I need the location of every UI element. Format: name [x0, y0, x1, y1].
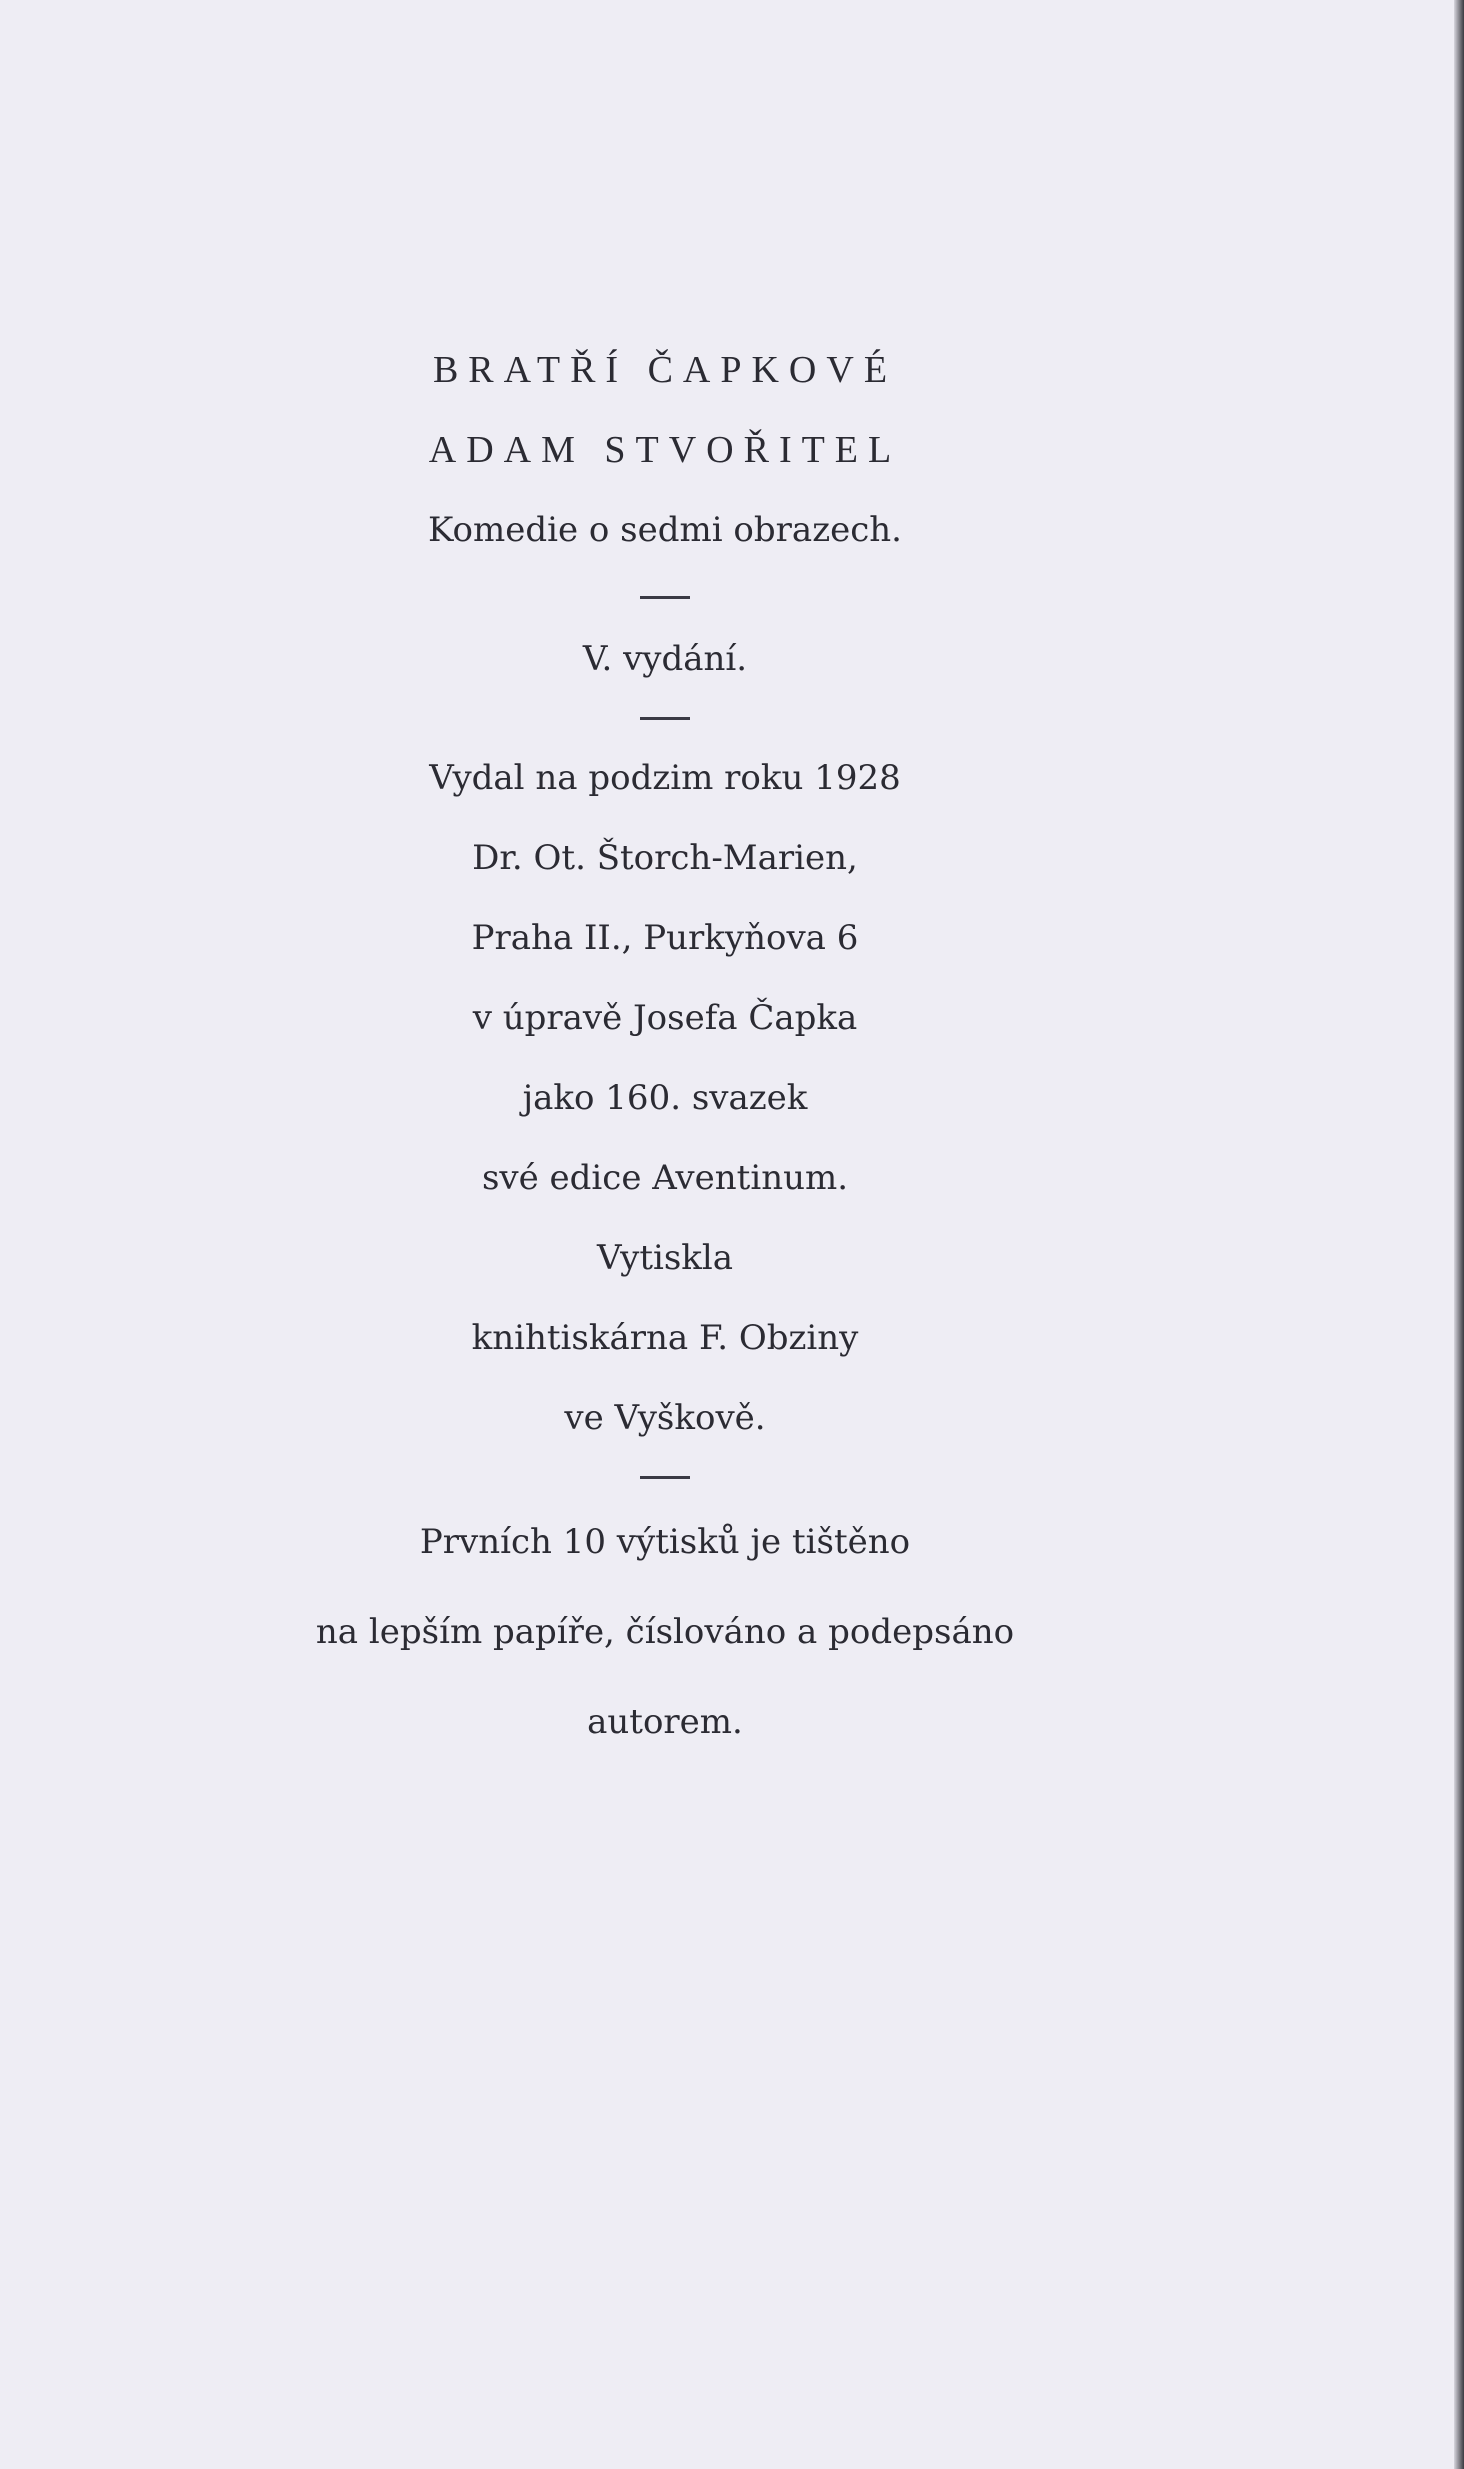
publication-line: své edice Aventinum. — [481, 1158, 849, 1198]
publication-line: v úpravě Josefa Čapka — [472, 998, 858, 1038]
publication-line: Praha II., Purkyňova 6 — [471, 918, 859, 958]
divider-rule — [640, 717, 690, 720]
divider-rule — [640, 596, 690, 599]
publication-line: ve Vyškově. — [564, 1398, 766, 1438]
publication-line: Dr. Ot. Štorch-Marien, — [472, 838, 858, 878]
page-edge-shadow — [1454, 0, 1464, 2469]
publication-line: Vytiskla — [596, 1238, 734, 1278]
notice-line: Prvních 10 výtisků je tištěno — [419, 1522, 911, 1562]
notice-line: autorem. — [587, 1702, 743, 1742]
notice-line: na lepším papíře, číslováno a podepsáno — [315, 1612, 1015, 1652]
publication-line: jako 160. svazek — [522, 1078, 808, 1118]
divider-rule — [640, 1476, 690, 1479]
colophon — [0, 330, 1330, 1767]
edition-line: V. vydání. — [582, 639, 748, 679]
publication-line: Vydal na podzim roku 1928 — [429, 758, 901, 798]
book-title: ADAM STVOŘITEL — [428, 429, 902, 471]
authors-heading: BRATŘÍ ČAPKOVÉ — [432, 349, 898, 391]
publication-line: knihtiskárna F. Obziny — [471, 1318, 859, 1358]
book-subtitle: Komedie o sedmi obrazech. — [428, 510, 902, 550]
